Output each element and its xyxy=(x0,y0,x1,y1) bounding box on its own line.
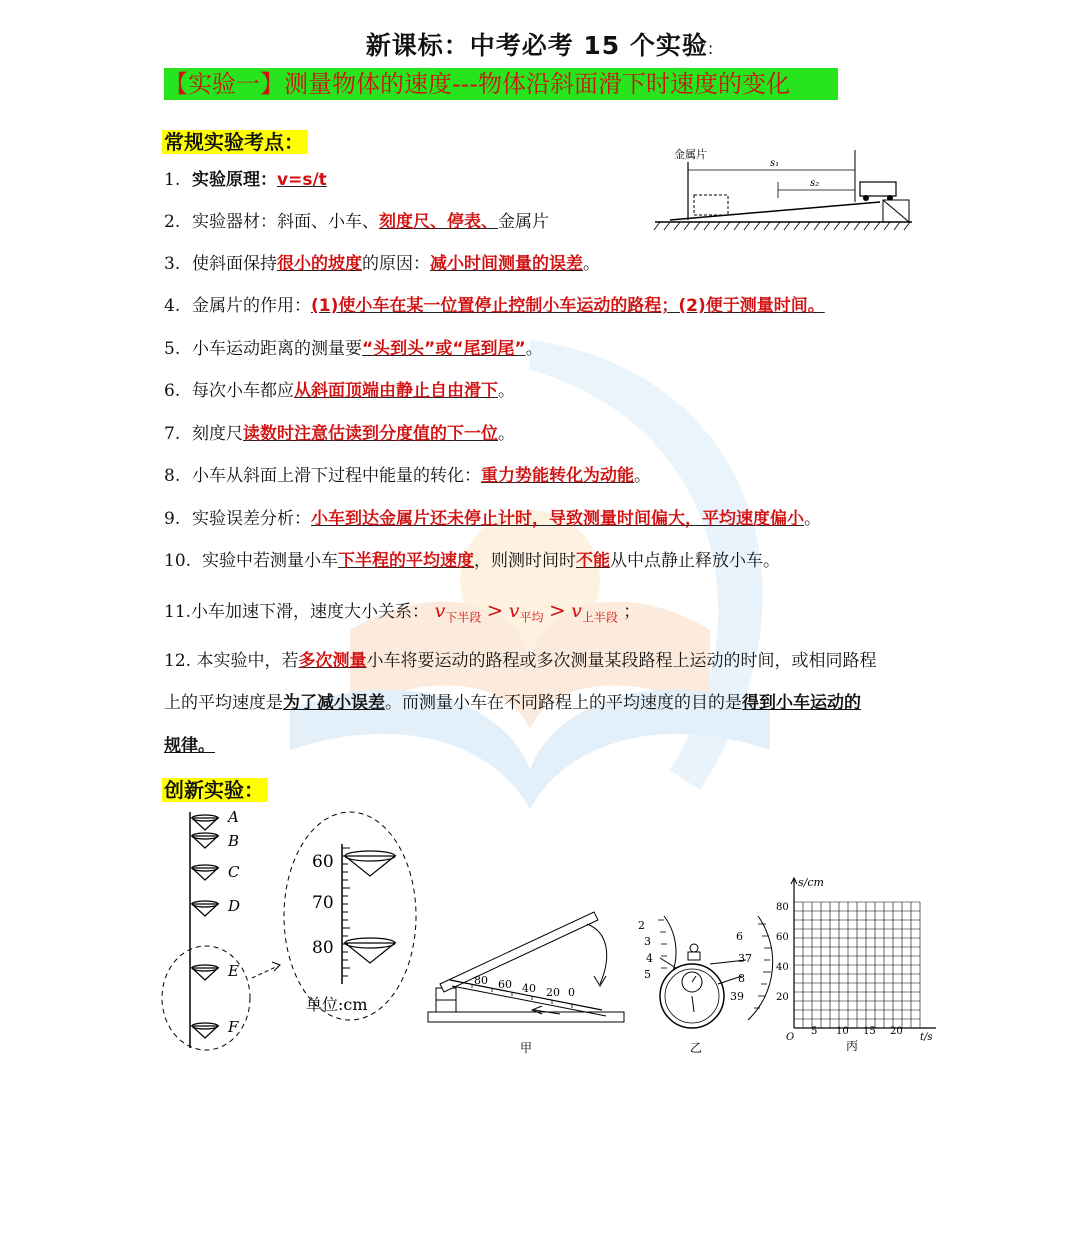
item-8: 8. 小车从斜面上滑下过程中能量的转化：重力势能转化为动能。 xyxy=(164,466,651,486)
svg-text:20: 20 xyxy=(546,986,560,999)
cone-label-b: B xyxy=(228,832,240,850)
unit-label: 单位:cm xyxy=(306,995,368,1014)
experiment-banner: 【实验一】测量物体的速度---物体沿斜面滑下时速度的变化 xyxy=(164,68,838,100)
svg-text:5: 5 xyxy=(811,1026,818,1037)
svg-text:10: 10 xyxy=(836,1026,849,1037)
svg-text:20: 20 xyxy=(776,992,789,1003)
st-grid-figure-bing xyxy=(778,872,943,1057)
svg-text:37: 37 xyxy=(738,952,752,965)
svg-text:O: O xyxy=(786,1032,795,1043)
page-title: 新课标：中考必考 15 个实验: xyxy=(365,31,715,60)
cone-label-a: A xyxy=(228,808,239,826)
ramp-figure xyxy=(650,140,915,235)
svg-text:39: 39 xyxy=(730,990,744,1003)
item-9: 9. 实验误差分析：小车到达金属片还未停止计时，导致测量时间偏大，平均速度偏小。 xyxy=(164,509,821,529)
item-11: 11.小车加速下滑，速度大小关系： $v_{下半段} > v_{平均} > v_{上半段}$ ； xyxy=(164,598,641,625)
svg-text:20: 20 xyxy=(890,1026,903,1037)
svg-text:6: 6 xyxy=(736,930,743,943)
cone-label-c: C xyxy=(228,863,240,881)
svg-text:s₁: s₁ xyxy=(770,158,780,169)
item-1: 1. 实验原理：v=s/t xyxy=(164,170,327,190)
item-12-line2: 上的平均速度是为了减小误差。而测量小车在不同路程上的平均速度的目的是得到小车运动的 xyxy=(164,693,861,713)
svg-text:5: 5 xyxy=(644,968,651,981)
caption-jia: 甲 xyxy=(520,1041,533,1055)
caption-bing: 丙 xyxy=(846,1039,859,1053)
svg-text:3: 3 xyxy=(644,935,651,948)
svg-text:60: 60 xyxy=(498,978,512,991)
cone-label-f: F xyxy=(228,1018,239,1036)
svg-text:80: 80 xyxy=(474,974,488,987)
falling-cone-figure xyxy=(160,808,422,1058)
svg-text:8: 8 xyxy=(738,972,745,985)
ylabel: s/cm xyxy=(798,876,824,889)
svg-text:2: 2 xyxy=(638,919,645,932)
item-2: 2. 实验器材：斜面、小车、刻度尺、停表、金属片 xyxy=(164,212,549,232)
cone-label-d: D xyxy=(228,897,241,915)
svg-text:40: 40 xyxy=(522,982,536,995)
svg-text:80: 80 xyxy=(312,938,334,958)
cone-label-e: E xyxy=(228,962,239,980)
watermark-logo xyxy=(230,330,850,850)
item-7: 7. 刻度尺读数时注意估读到分度值的下一位。 xyxy=(164,424,515,444)
svg-text:4: 4 xyxy=(646,952,653,965)
svg-text:60: 60 xyxy=(312,852,334,872)
item-12-line1: 12. 本实验中，若多次测量小车将要运动的路程或多次测量某段路程上运动的时间，或相同路程 xyxy=(164,651,877,671)
svg-text:70: 70 xyxy=(312,893,334,913)
svg-text:0: 0 xyxy=(568,986,575,999)
incline-figure-jia xyxy=(422,892,632,1057)
item-5: 5. 小车运动距离的测量要“头到头”或“尾到尾”。 xyxy=(164,339,543,359)
item-12-line3: 规律。 xyxy=(164,736,215,756)
stopwatch-figure-yi xyxy=(630,912,780,1057)
svg-text:s₂: s₂ xyxy=(810,178,820,189)
svg-text:80: 80 xyxy=(776,902,789,913)
svg-text:40: 40 xyxy=(776,962,789,973)
item-6: 6. 每次小车都应从斜面顶端由静止自由滑下。 xyxy=(164,381,515,401)
section-regular-heading: 常规实验考点： xyxy=(162,126,308,158)
svg-text:t/s: t/s xyxy=(920,1032,933,1043)
section-innovative-heading: 创新实验： xyxy=(162,774,268,806)
svg-text:15: 15 xyxy=(863,1026,876,1037)
item-3: 3. 使斜面保持很小的坡度的原因：减小时间测量的误差。 xyxy=(164,254,600,274)
caption-yi: 乙 xyxy=(690,1041,703,1055)
item-4: 4. 金属片的作用：(1)使小车在某一位置停止控制小车运动的路程；(2)便于测量时间。 xyxy=(164,296,825,316)
item-10: 10. 实验中若测量小车下半程的平均速度，则测时间时不能从中点静止释放小车。 xyxy=(164,551,780,571)
svg-text:60: 60 xyxy=(776,932,789,943)
metal-plate-label: 金属片 xyxy=(674,148,707,161)
